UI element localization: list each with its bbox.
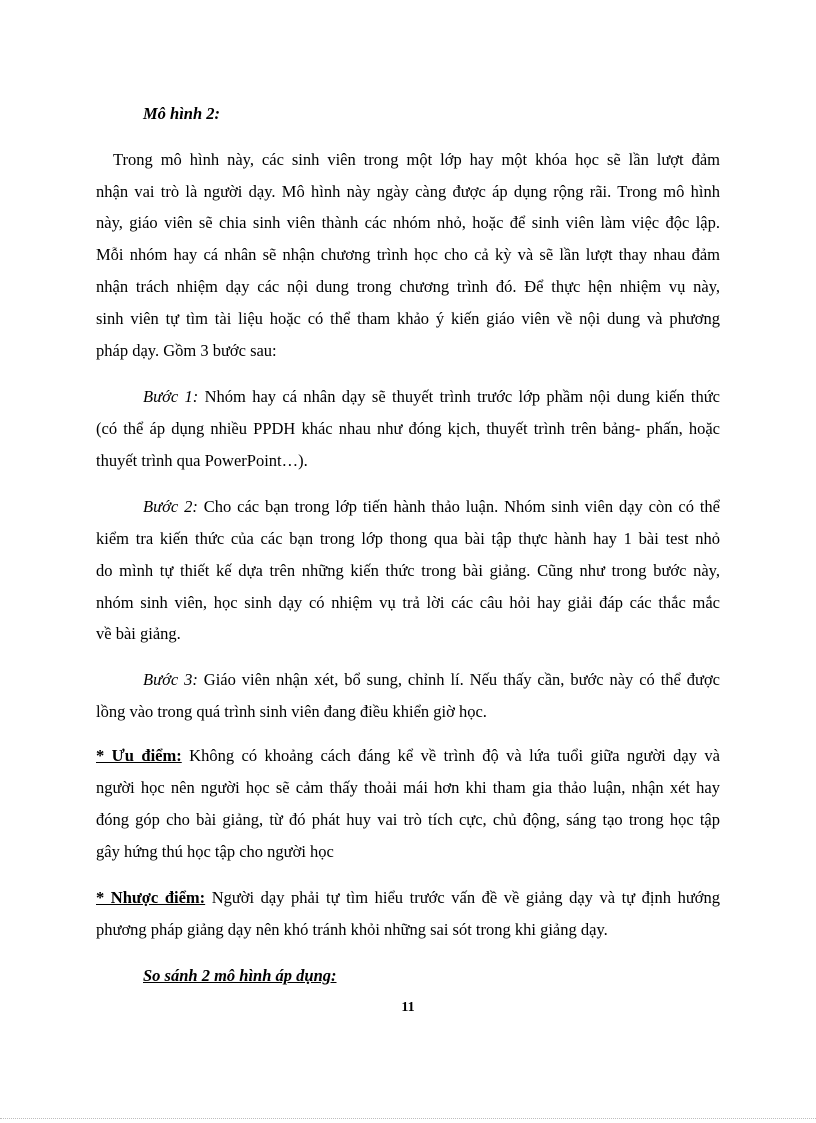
paragraph-line: Trong mô hình này, các sinh viên trong một lớp hay một khóa học sẽ lần lượt đảm [113, 150, 720, 169]
step-3-label: Bước 3: [143, 670, 198, 689]
page-bottom-divider [0, 1118, 816, 1119]
step-2-line: Bước 2: Cho các bạn trong lớp tiến hành thảo luận. Nhóm sinh viên dạy còn có thể [143, 497, 720, 516]
section-heading-model-2: Mô hình 2: [143, 104, 221, 123]
step-3-line: lồng vào trong quá trình sinh viên đang điều khiển giờ học. [96, 702, 487, 721]
disadvantages-line: * Nhược điểm: Người dạy phải tự tìm hiểu trước vấn đề về giảng dạy và tự định hướng [96, 888, 720, 907]
page-number: 11 [401, 1000, 415, 1015]
step-2-label: Bước 2: [143, 497, 198, 516]
step-2-line: về bài giảng. [96, 624, 181, 643]
paragraph-line: này, giáo viên sẽ chia sinh viên thành các nhóm nhỏ, hoặc để sinh viên làm việc độc lập. [96, 213, 720, 232]
paragraph-line: pháp dạy. Gồm 3 bước sau: [96, 341, 277, 360]
advantages-line: đóng góp cho bài giảng, từ đó phát huy vai trò tích cực, chủ động, sáng tạo trong học tập [96, 810, 720, 829]
advantages-line: gây hứng thú học tập cho người học [96, 842, 334, 861]
paragraph-line: Mỗi nhóm hay cá nhân sẽ nhận chương trình học cho cả kỳ và sẽ lần lượt thay nhau đảm [96, 245, 720, 264]
disadvantages-label: * Nhược điểm: [96, 888, 206, 907]
step-2-line: do mình tự thiết kế dựa trên những kiến thức trong bài giảng. Cũng như trong bước này, [96, 561, 720, 580]
section-heading-compare: So sánh 2 mô hình áp dụng: [143, 966, 337, 985]
advantages-line: người học nên người học sẽ cảm thấy thoải mái hơn khi tham gia thảo luận, nhận xét hay [96, 778, 720, 797]
step-2-line: nhóm sinh viên, học sinh dạy có nhiệm vụ trả lời các câu hỏi hay giải đáp các thắc mắc [96, 593, 720, 612]
step-1-line: Bước 1: Nhóm hay cá nhân dạy sẽ thuyết trình trước lớp phầm nội dung kiến thức [143, 387, 720, 406]
paragraph-line: sinh viên tự tìm tài liệu hoặc có thể tham khảo ý kiến giáo viên về nội dung và phương [96, 309, 720, 328]
advantages-line: * Ưu điểm: Không có khoảng cách đáng kể về trình độ và lứa tuổi giữa người dạy và [96, 746, 720, 765]
disadvantages-line: phương pháp giảng dạy nên khó tránh khỏi những sai sót trong khi giảng dạy. [96, 920, 608, 939]
advantages-label: * Ưu điểm: [96, 746, 182, 765]
step-1-line: (có thể áp dụng nhiều PPDH khác nhau như đóng kịch, thuyết trình trên bảng- phấn, hoặc [96, 419, 720, 438]
paragraph-line: nhận trách nhiệm dạy các nội dung trong chương trình đó. Để thực hện nhiệm vụ này, [96, 277, 720, 296]
step-3-line: Bước 3: Giáo viên nhận xét, bổ sung, chỉnh lí. Nếu thấy cần, bước này có thể được [143, 670, 721, 689]
step-1-label: Bước 1: [143, 387, 199, 406]
paragraph-line: nhận vai trò là người dạy. Mô hình này ngày càng được áp dụng rộng rãi. Trong mô hình [96, 182, 720, 201]
step-1-line: thuyết trình qua PowerPoint…). [96, 451, 308, 470]
step-2-line: kiểm tra kiến thức của các bạn trong lớp thong qua bài tập thực hành hay 1 bài test nhỏ [96, 529, 720, 548]
